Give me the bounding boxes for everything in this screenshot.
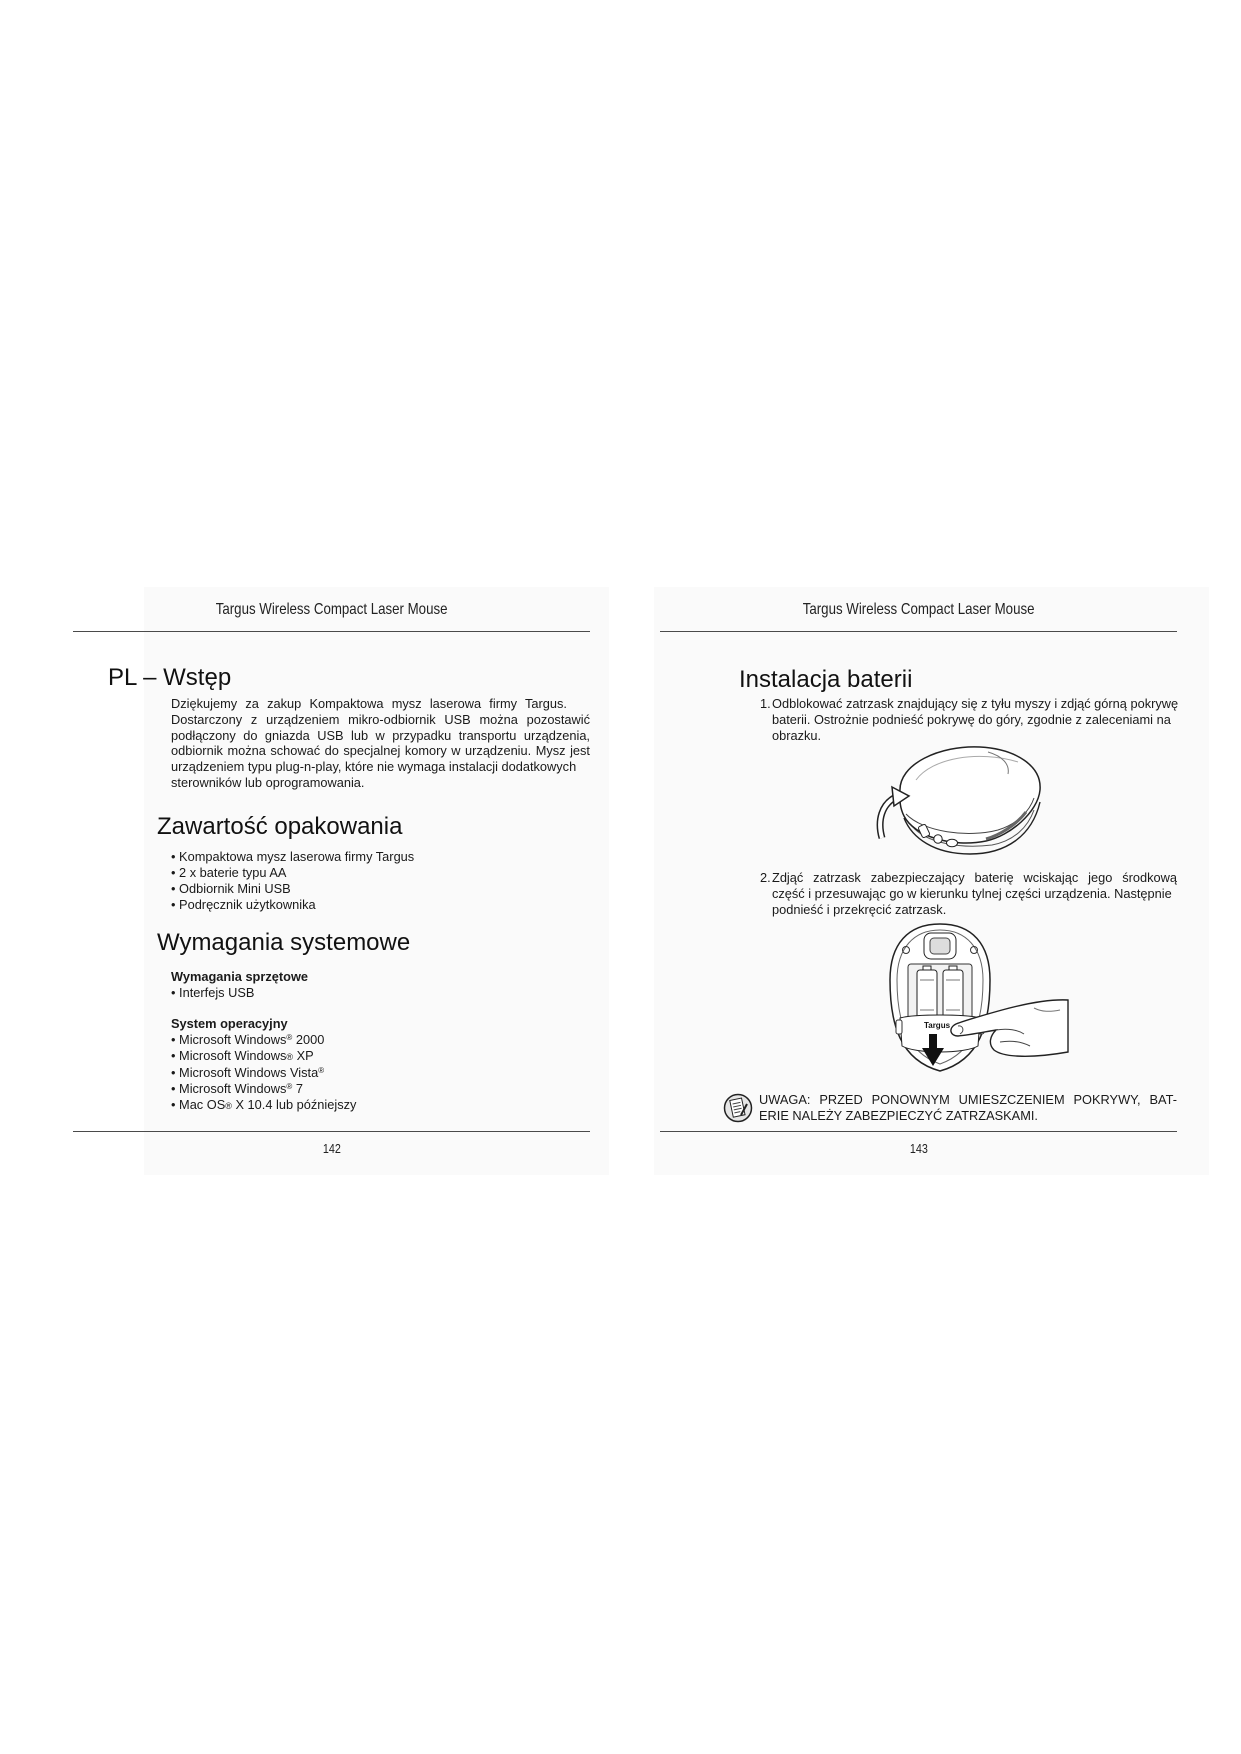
- latch-clip: [947, 839, 958, 847]
- system-requirements-title: Wymagania systemowe: [157, 929, 411, 956]
- os-item-version: 2000: [292, 1031, 325, 1047]
- battery-install-title: Instalacja baterii: [739, 666, 913, 693]
- note-line: UWAGA: PRZED PONOWNYM UMIESZCZENIEM POKRYWY, BAT-: [759, 1092, 1177, 1107]
- list-item: • 2 x baterie typu AA: [171, 865, 287, 880]
- intro-paragraph: [171, 696, 590, 791]
- os-item-version: X 10.4 lub późniejszy: [231, 1096, 357, 1112]
- battery-note: [759, 1092, 1177, 1124]
- os-item: [171, 1097, 356, 1115]
- step-line: Odblokować zatrzask znajdujący się z tyłu myszy i zdjąć górną pokrywę: [772, 696, 1179, 711]
- step-text: [772, 870, 1177, 917]
- os-heading: System operacyjny: [171, 1016, 288, 1032]
- system-requirements-list: [171, 969, 356, 1114]
- os-item: [171, 1048, 356, 1066]
- step-text: [772, 696, 1178, 743]
- package-contents-title: Zawartość opakowania: [157, 813, 403, 840]
- intro-line: podłączony do gniazda USB lub w przypadku transportu urządzenia,: [171, 727, 590, 743]
- intro-line: Dostarczony z urządzeniem mikro-odbiornik USB można pozostawić: [171, 711, 590, 727]
- step-line: część i przesuwając go w kierunku tylnej części urządzenia. Następnie: [772, 885, 1172, 901]
- hardware-heading: Wymagania sprzętowe: [171, 969, 309, 984]
- note-line: ERIE NALEŻY ZABEZPIECZYĆ ZATRZASKAMI.: [759, 1107, 1038, 1123]
- right-page-number: [660, 1140, 1177, 1158]
- registered-mark: ®: [225, 1100, 232, 1111]
- step-line: Zdjąć zatrzask zabezpieczający baterię wciskając jego środkową: [772, 870, 1177, 885]
- os-item-name: • Microsoft Windows: [171, 1047, 287, 1063]
- list-item: • Kompaktowa mysz laserowa firmy Targus: [171, 849, 415, 864]
- list-item: • Odbiornik Mini USB: [171, 881, 291, 896]
- spacer: [171, 1000, 356, 1016]
- step-2: [760, 870, 1177, 917]
- os-item-version: XP: [293, 1047, 314, 1063]
- os-item-name: • Microsoft Windows: [171, 1081, 287, 1097]
- step-number: 1.: [760, 696, 771, 711]
- registered-mark: ®: [318, 1066, 325, 1076]
- left-header-rule: [73, 631, 590, 632]
- os-item: [171, 1081, 356, 1097]
- os-item-name: • Microsoft Windows Vista: [171, 1065, 319, 1081]
- os-item: [171, 1065, 356, 1081]
- right-running-header: [660, 600, 1177, 620]
- os-item-name: • Mac OS: [171, 1096, 226, 1112]
- os-item-version: 7: [292, 1081, 304, 1097]
- right-header-rule: [660, 631, 1177, 632]
- intro-title: PL – Wstęp: [108, 664, 232, 691]
- registered-mark: ®: [286, 1082, 293, 1092]
- registered-mark: ®: [286, 1051, 294, 1062]
- registered-mark: ®: [286, 1032, 293, 1042]
- left-header-text: Targus Wireless Compact Laser Mouse: [215, 601, 448, 618]
- intro-line: urządzeniem typu plug-n-play, które nie wymaga instalacji dodatkowych: [171, 759, 577, 775]
- battery-latch-illustration: [884, 920, 1070, 1075]
- list-item: • Interfejs USB: [171, 984, 255, 1000]
- intro-line: Dziękujemy za zakup Kompaktowa mysz laserowa firmy Targus.: [171, 696, 567, 711]
- page-number-text: 142: [322, 1141, 341, 1156]
- intro-line: sterowników lub oprogramowania.: [171, 774, 365, 790]
- left-page-number: [73, 1140, 590, 1158]
- step-line: podnieść i przekręcić zatrzask.: [772, 901, 947, 917]
- intro-line: odbiornik można schować do specjalnej komory w urządzeniu. Mysz jest: [171, 743, 590, 759]
- os-item-name: • Microsoft Windows: [171, 1031, 287, 1047]
- package-contents-list: [171, 849, 414, 913]
- battery-compartment: [908, 964, 972, 1022]
- step-1: [760, 696, 1178, 743]
- list-item: • Podręcznik użytkownika: [171, 897, 316, 912]
- left-running-header: [73, 600, 590, 620]
- cover-removal-illustration: [868, 740, 1048, 860]
- os-item: [171, 1032, 356, 1048]
- latch-clip: [934, 835, 942, 843]
- latch-brand-label: Targus: [923, 1021, 951, 1030]
- step-line: baterii. Ostrożnie podnieść pokrywę do góry, zgodnie z zaleceniami na: [772, 711, 1171, 727]
- step-line: obrazku.: [772, 727, 822, 743]
- right-footer-rule: [660, 1131, 1177, 1132]
- left-footer-rule: [73, 1131, 590, 1132]
- note-icon: [723, 1093, 753, 1123]
- right-header-text: Targus Wireless Compact Laser Mouse: [802, 601, 1035, 618]
- step-number: 2.: [760, 870, 771, 885]
- page-number-text: 143: [909, 1141, 928, 1156]
